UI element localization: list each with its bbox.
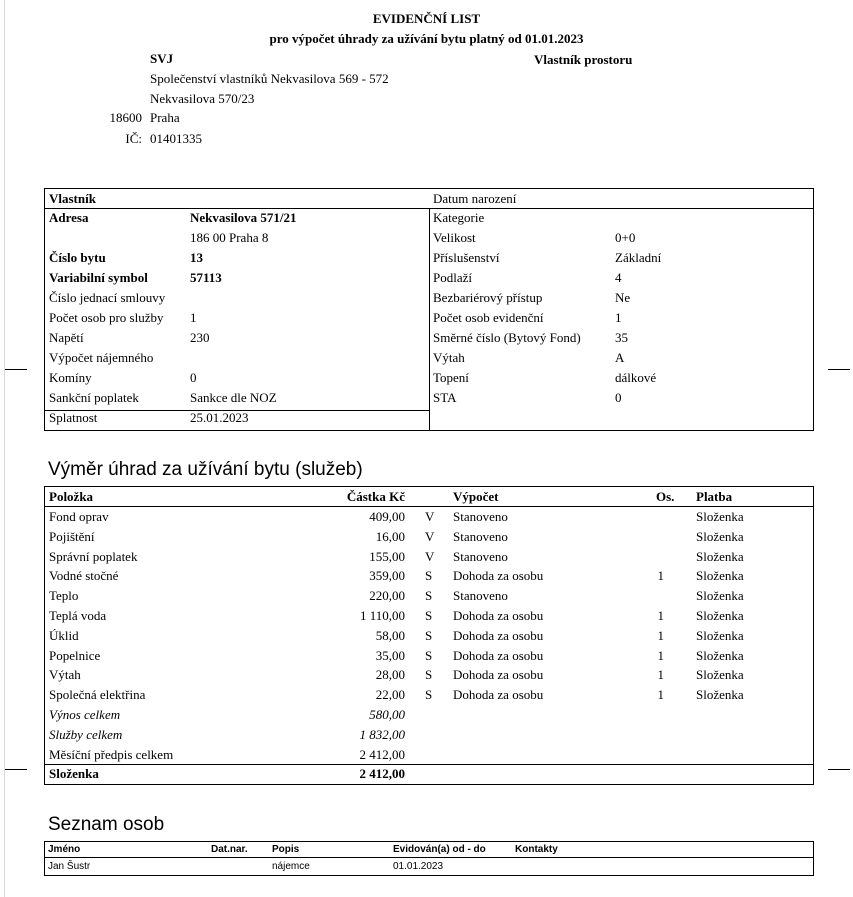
info-left-value: 57113 (190, 270, 222, 285)
info-right-row (429, 208, 813, 228)
fee-row (45, 646, 813, 666)
total-label: Služby celkem (49, 726, 123, 742)
fee-calc: Stanoveno (453, 548, 508, 564)
fee-persons: 1 (657, 647, 664, 663)
fee-total-row (45, 745, 813, 765)
info-left-row (45, 368, 429, 388)
total-amount: 1 832,00 (359, 726, 405, 742)
fee-row (45, 566, 813, 586)
col-desc: Popis (272, 844, 300, 855)
info-left-value: 0 (190, 370, 197, 385)
col-birth: Dat.nar. (211, 844, 248, 855)
owner-label: Vlastník (49, 191, 96, 206)
fee-row (45, 547, 813, 567)
fee-persons: 1 (657, 687, 664, 703)
col-calc: Výpočet (453, 489, 499, 504)
fee-calc: Stanoveno (453, 528, 508, 544)
info-right-value: 35 (615, 330, 628, 345)
fee-item: Společná elektřina (49, 687, 146, 703)
fee-persons: 1 (657, 568, 664, 584)
fee-flag: S (425, 627, 433, 643)
fee-item: Popelnice (49, 647, 101, 663)
info-right-label: Podlaží (433, 270, 472, 285)
info-left-label: Adresa (49, 210, 89, 225)
fee-calc: Stanoveno (453, 509, 508, 524)
info-right-row (429, 268, 813, 288)
info-right-label: Směrné číslo (Bytový Fond) (433, 330, 581, 345)
fee-item: Správní poplatek (49, 548, 138, 564)
org-ic-label: IČ: (125, 131, 142, 146)
fee-flag: V (425, 509, 435, 524)
fee-flag: S (425, 568, 433, 584)
fee-calc: Dohoda za osobu (453, 687, 544, 703)
fee-payment: Složenka (696, 509, 744, 524)
info-left-label: Komíny (49, 370, 92, 385)
info-right-label: Kategorie (433, 210, 485, 225)
info-right-label: Počet osob evidenční (433, 310, 544, 325)
info-right-value: 0+0 (615, 230, 636, 245)
fee-calc: Dohoda za osobu (453, 608, 544, 623)
col-amount: Částka Kč (346, 489, 405, 504)
fees-heading: Výměr úhrad za užívání bytu (služeb) (48, 459, 363, 480)
info-right-row (429, 368, 813, 388)
fee-item: Výtah (49, 667, 81, 683)
org-city: Praha (150, 110, 180, 125)
fee-flag: S (425, 647, 433, 663)
fee-calc: Dohoda za osobu (453, 647, 544, 663)
fee-item: Teplo (49, 588, 79, 604)
info-left-label: Počet osob pro služby (49, 310, 164, 325)
info-right-label: STA (433, 390, 457, 405)
info-left-row (45, 268, 429, 288)
fee-item: Úklid (49, 627, 79, 643)
info-right-row (429, 248, 813, 268)
fee-amount: 155,00 (369, 548, 405, 564)
info-right-value: Ne (615, 290, 631, 305)
fee-amount: 28,00 (375, 667, 405, 683)
fee-row (45, 527, 813, 547)
info-right-value: A (615, 350, 625, 365)
info-left-label: Číslo jednací smlouvy (49, 290, 166, 305)
info-left-value: 25.01.2023 (190, 410, 249, 425)
owner-info-box (44, 188, 814, 431)
org-zip: 18600 (109, 110, 142, 125)
info-right-label: Příslušenství (433, 250, 500, 265)
info-right-row (429, 328, 813, 348)
fee-row (45, 606, 813, 626)
fee-amount: 220,00 (369, 588, 405, 604)
total-amount: 2 412,00 (359, 746, 405, 762)
org-short: SVJ (150, 51, 174, 66)
info-left-label: Číslo bytu (49, 250, 106, 265)
fee-persons: 1 (657, 627, 664, 643)
org-ic-value: 01401335 (150, 131, 202, 146)
person-period: 01.01.2023 (393, 861, 444, 872)
person-desc: nájemce (272, 861, 310, 872)
fees-header-row (45, 487, 813, 507)
org-street: Nekvasilova 570/23 (150, 91, 255, 106)
info-left-label: Sankční poplatek (49, 390, 139, 405)
fee-flag: S (425, 687, 433, 703)
fee-calc: Stanoveno (453, 588, 508, 604)
fee-calc: Dohoda za osobu (453, 667, 544, 683)
info-left-row (45, 348, 429, 368)
fee-item: Teplá voda (49, 608, 107, 623)
info-right-row (429, 308, 813, 328)
info-right-value: 4 (615, 270, 622, 285)
info-left-row (45, 328, 429, 348)
info-right-value: Základní (615, 250, 662, 265)
fee-flag: S (425, 608, 433, 623)
fee-payment: Složenka (696, 528, 744, 544)
info-left-row (45, 408, 429, 428)
info-right-value: 0 (615, 390, 622, 405)
info-right-value: 1 (615, 310, 622, 325)
fee-payment: Složenka (696, 588, 744, 604)
info-left-value: 13 (190, 250, 203, 265)
info-left-value: 230 (190, 330, 210, 345)
info-right-label: Výtah (433, 350, 465, 365)
fee-amount: 359,00 (369, 568, 405, 584)
info-right-value: dálkové (615, 370, 657, 385)
final-amount: 2 412,00 (359, 766, 405, 781)
info-right-row (429, 348, 813, 368)
total-label: Výnos celkem (49, 707, 121, 722)
fee-row (45, 507, 813, 527)
info-right-label: Velikost (433, 230, 476, 245)
fee-flag: S (425, 588, 433, 604)
person-row (45, 858, 813, 875)
fee-payment: Složenka (696, 568, 744, 584)
info-right-label: Topení (433, 370, 469, 385)
fee-flag: S (425, 667, 433, 683)
col-period: Evidován(a) od - do (393, 844, 486, 855)
info-right-row (429, 288, 813, 308)
info-left-label: Variabilní symbol (49, 270, 148, 285)
fee-calc: Dohoda za osobu (453, 568, 544, 584)
persons-heading: Seznam osob (48, 814, 165, 835)
info-right-row (429, 228, 813, 248)
fee-amount: 409,00 (369, 509, 405, 524)
persons-table (44, 841, 814, 876)
document-title: EVIDENČNÍ LIST (372, 11, 481, 26)
fee-row (45, 586, 813, 606)
fee-payment: Složenka (696, 667, 744, 683)
info-right-label: Bezbariérový přístup (433, 290, 543, 305)
fee-payment: Složenka (696, 608, 744, 623)
birth-date-label: Datum narození (433, 191, 517, 206)
fee-amount: 58,00 (375, 627, 405, 643)
info-left-value: 1 (190, 310, 197, 325)
fee-amount: 22,00 (375, 687, 405, 703)
info-left-row (45, 308, 429, 328)
owner-space-label: Vlastník prostoru (534, 52, 633, 67)
fee-total-row (45, 705, 813, 725)
col-persons: Os. (656, 489, 675, 504)
info-left-value: Nekvasilova 571/21 (190, 210, 297, 225)
punch-mark-left (5, 769, 27, 770)
fee-flag: V (425, 548, 435, 564)
info-left-row (45, 288, 429, 308)
fee-flag: V (425, 528, 435, 544)
fee-row (45, 685, 813, 705)
col-payment: Platba (696, 489, 733, 504)
final-label: Složenka (49, 766, 99, 781)
fee-total-row (45, 725, 813, 745)
fees-table (44, 486, 814, 785)
fee-calc: Dohoda za osobu (453, 627, 544, 643)
page-left-border (4, 0, 5, 897)
info-left-label: Napětí (49, 330, 84, 345)
org-name: Společenství vlastníků Nekvasilova 569 - 572 (150, 71, 389, 86)
fee-item: Fond oprav (49, 509, 109, 524)
col-name: Jméno (48, 844, 81, 855)
persons-header-row (45, 842, 813, 858)
total-label: Měsíční předpis celkem (49, 746, 174, 762)
fee-row (45, 665, 813, 685)
fee-amount: 16,00 (375, 528, 405, 544)
fee-payment: Složenka (696, 627, 744, 643)
fee-persons: 1 (657, 608, 664, 623)
fee-row (45, 626, 813, 646)
total-amount: 580,00 (369, 707, 405, 722)
document-subtitle: pro výpočet úhrady za užívání bytu platný od 01.01.2023 (269, 31, 584, 46)
info-left-value: Sankce dle NOZ (190, 390, 277, 405)
fee-payment: Složenka (696, 647, 744, 663)
info-left-row (45, 208, 429, 228)
info-left-label: Splatnost (49, 410, 98, 425)
fee-payment: Složenka (696, 548, 744, 564)
fee-persons: 1 (657, 667, 664, 683)
fold-mark-left (5, 369, 27, 370)
fee-item: Vodné stočné (49, 568, 119, 584)
info-left-row (45, 248, 429, 268)
fee-item: Pojištění (49, 528, 95, 544)
info-right-row (429, 388, 813, 408)
info-left-label: Výpočet nájemného (49, 350, 154, 365)
punch-mark-right (828, 769, 850, 770)
fee-amount: 1 110,00 (359, 608, 405, 623)
col-contacts: Kontakty (515, 844, 558, 855)
fee-payment: Složenka (696, 687, 744, 703)
fees-final-row (45, 764, 813, 784)
fee-amount: 35,00 (375, 647, 405, 663)
person-name: Jan Šustr (48, 861, 91, 872)
info-left-value: 186 00 Praha 8 (190, 230, 269, 245)
info-left-row (45, 228, 429, 248)
fold-mark-right (828, 369, 850, 370)
col-item: Položka (49, 489, 94, 504)
info-left-row (45, 388, 429, 408)
